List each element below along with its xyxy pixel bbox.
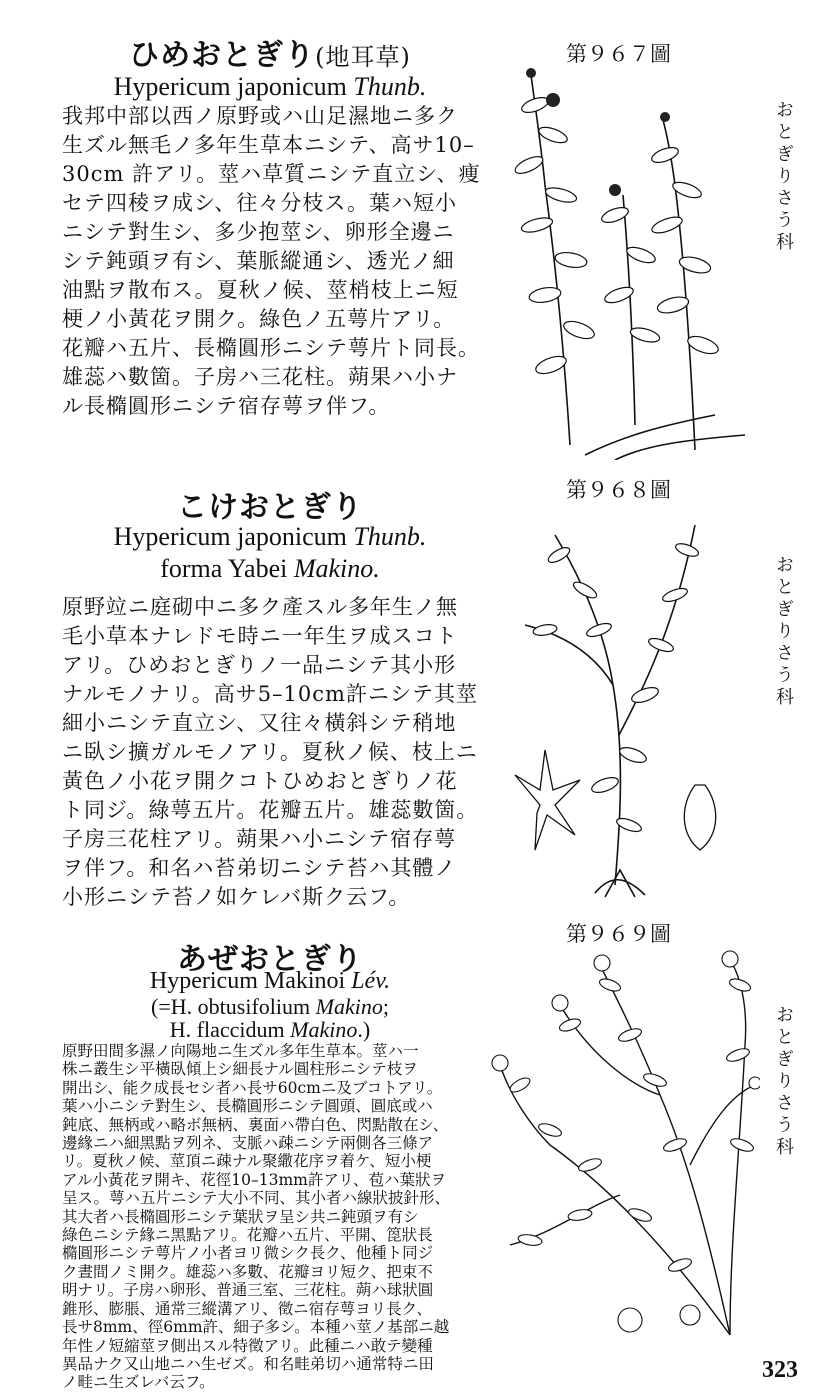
- japanese-name: こけおとぎり: [177, 490, 363, 525]
- plant-illustration: [495, 505, 760, 900]
- description-text: 原野竝ニ庭砌中ニ多ク產スル多年生ノ無 毛小草本ナレドモ時ニ一年生ヲ成スコト アリ。ひめおとぎりノ一品ニシテ其小形 ナルモノナリ。高サ5–10cm許ニシテ其莖 細小ニシテ直立シ、又往々橫斜シテ稍地 ニ臥シ擴ガルモノアリ。夏秋ノ候、枝上ニ 黃色ノ小花ヲ開クコトひめおとぎりノ花 ト同ジ。綠萼五片。花瓣五片。雄蕊數箇。 子房三花柱アリ。蒴果ハ小ニシテ宿存萼 ヲ伴フ。和名ハ苔弟切ニシテ苔ハ其體ノ 小形ニシテ苔ノ如ケレバ斯ク云フ。: [62, 595, 479, 909]
- entry-title: [60, 30, 480, 74]
- family-label: おとぎりさう科: [773, 1005, 794, 1159]
- entry-title: [60, 482, 480, 526]
- scientific-synonym: (=H. obtusifolium Makino;: [151, 994, 389, 1019]
- family-label: おとぎりさう科: [773, 555, 794, 709]
- figure-label: 第９６８圖: [566, 478, 671, 502]
- description-text: 我邦中部以西ノ原野或ハ山足濕地ニ多ク 生ズル無毛ノ多年生草本ニシテ、高サ10– 30cm 許アリ。莖ハ草質ニシテ直立シ、痩 セテ四稜ヲ成シ、往々分枝ス。葉ハ短小 ニシテ對生シ、多少抱莖シ、卵形全邊ニ シテ鈍頭ヲ有シ、葉脈縱通シ、透光ノ細 油點ヲ散布ス。夏秋ノ候、莖梢枝上ニ短 梗ノ小黃花ヲ開ク。綠色ノ五萼片アリ。 花瓣ハ五片、長橢圓形ニシテ萼片ト同長。 雄蕊ハ數箇。子房ハ三花柱。蒴果ハ小ナ ル長橢圓形ニシテ宿存萼ヲ伴フ。: [62, 104, 481, 418]
- japanese-name: ひめおとぎり: [129, 38, 316, 73]
- description-text: 原野田間多濕ノ向陽地ニ生ズル多年生草本。莖ハ一 株ニ叢生シ平橫臥傾上シ細長ナル圓柱形ニシテ枝ヲ 開出シ、能ク成長セシ者ハ長サ60cmニ及ブコトアリ。 葉ハ小ニシテ對生シ、長橢圓形ニシテ圓頭、圓底或ハ 鈍底、無柄或ハ略ボ無柄、裏面ハ帶白色、閃點散在シ、 邊緣ニハ細黑點ヲ列ネ、支脈ハ疎ニシテ兩側各三條ア リ。夏秋ノ候、莖頂ニ疎ナル聚繖花序ヲ着ケ、短小梗 アル小黃花ヲ開キ、花徑10–13mm許アリ、苞ハ葉狀ヲ 呈ス。萼ハ五片ニシテ大小不同、其小者ハ線狀披針形、 其大者ハ長橢圓形ニシテ葉狀ヲ呈シ共ニ鈍頭ヲ有シ 綠色ニシテ緣ニ黑點アリ。花瓣ハ五片、平開、箆狀長 橢圓形ニシテ萼片ノ小者ヨリ微シク長ク、他種ト同ジ ク晝間ノミ開ク。雄蕊ハ多數、花瓣ヨリ短ク、把束不 明ナリ。子房ハ卵形、普通三室、三花柱。蒴ハ球狀圓 錐形、膨脹、通常三縱溝アリ、徵ニ宿存萼ヨリ長ク、 長サ8mm、徑6mm許、細子多シ。本種ハ莖ノ基部ニ越 年性ノ短縮莖ヲ側出スル特徵アリ。此種ニハ敢テ變種 異品ナク又山地ニハ生ゼズ。和名畦弟切ハ通常特ニ田 ノ畦ニ生ズレバ云フ。: [62, 1042, 450, 1392]
- scientific-name: Hypericum japonicum Thunb.: [113, 522, 427, 551]
- figure-label: 第９６７圖: [566, 42, 671, 66]
- scientific-name: Hypericum Makinoi Lév.: [149, 968, 391, 994]
- family-label: おとぎりさう科: [773, 100, 794, 254]
- scientific-name: Hypericum japonicum Thunb.: [113, 72, 427, 101]
- scientific-name-forma: forma Yabei Makino.: [160, 554, 380, 583]
- figure-label: 第９６９圖: [566, 922, 671, 946]
- kanji-name: (地耳草): [315, 43, 411, 71]
- page-number: 323: [762, 1357, 798, 1383]
- scientific-synonym: H. flaccidum Makino.): [169, 1017, 371, 1042]
- japanese-name: あぜおとぎり: [177, 942, 363, 977]
- plant-illustration: [495, 65, 760, 460]
- plant-illustration: [490, 945, 760, 1345]
